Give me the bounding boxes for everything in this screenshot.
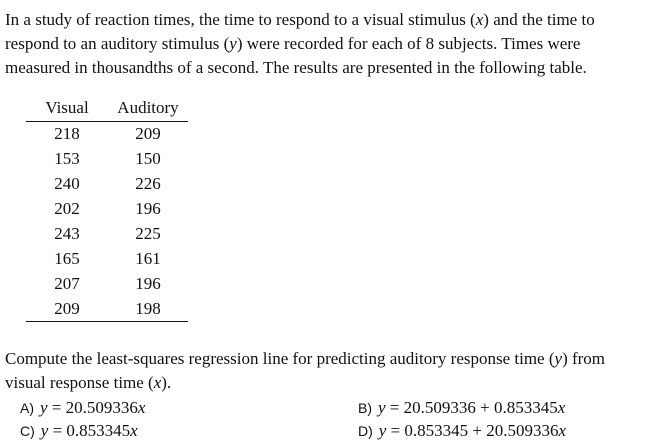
choice-b[interactable]: B) y = 20.509336 + 0.853345x — [358, 398, 566, 417]
question-line-2: visual response time (x). — [5, 373, 172, 392]
table-row — [26, 172, 188, 197]
choice-b-letter: B) — [358, 400, 372, 416]
problem-line-2: respond to an auditory stimulus (y) were recorded for each of 8 subjects. Times were — [5, 34, 581, 53]
question-line-1: Compute the least-squares regression line for predicting auditory response time (y) from — [5, 349, 606, 368]
choice-d[interactable]: D) y = 0.853345 + 20.509336x — [358, 421, 567, 440]
table-row — [26, 246, 188, 271]
visual-cell: 207 — [54, 273, 80, 293]
table-row — [26, 296, 188, 321]
auditory-cell: 198 — [108, 296, 188, 321]
visual-cell: 209 — [26, 296, 108, 321]
auditory-cell: 161 — [135, 248, 161, 268]
visual-cell: 243 — [54, 224, 80, 243]
auditory-cell: 225 — [135, 224, 161, 243]
table-header-row — [26, 96, 188, 122]
table-row — [26, 122, 188, 147]
auditory-cell: 209 — [135, 124, 161, 144]
auditory-cell: 196 — [135, 199, 161, 219]
choice-d-letter: D) — [358, 423, 373, 439]
visual-cell: 218 — [54, 124, 80, 144]
column-header-visual: Visual — [26, 96, 108, 122]
visual-cell: 153 — [54, 149, 80, 169]
auditory-cell: 196 — [135, 273, 161, 293]
table-row — [26, 147, 188, 172]
visual-cell: 240 — [54, 174, 80, 194]
auditory-cell: 150 — [135, 149, 161, 169]
choice-c-letter: C) — [20, 423, 35, 439]
choice-c[interactable]: C) y = 0.853345x — [20, 421, 138, 440]
visual-cell: 165 — [54, 248, 80, 268]
table-row — [26, 222, 188, 247]
visual-cell: 202 — [54, 199, 80, 219]
choice-a[interactable]: A) y = 20.509336x — [20, 398, 146, 417]
auditory-cell: 226 — [135, 174, 161, 194]
table-row — [26, 271, 188, 296]
question-prompt — [5, 347, 647, 395]
problem-statement — [5, 8, 645, 80]
choice-a-letter: A) — [20, 400, 34, 416]
problem-line-1: In a study of reaction times, the time to respond to a visual stimulus (x) and the time to — [5, 10, 595, 29]
problem-line-3: measured in thousandths of a second. The results are presented in the following table. — [5, 58, 587, 77]
table-row — [26, 197, 188, 222]
column-header-auditory: Auditory — [108, 96, 188, 122]
reaction-times-table — [26, 96, 188, 322]
